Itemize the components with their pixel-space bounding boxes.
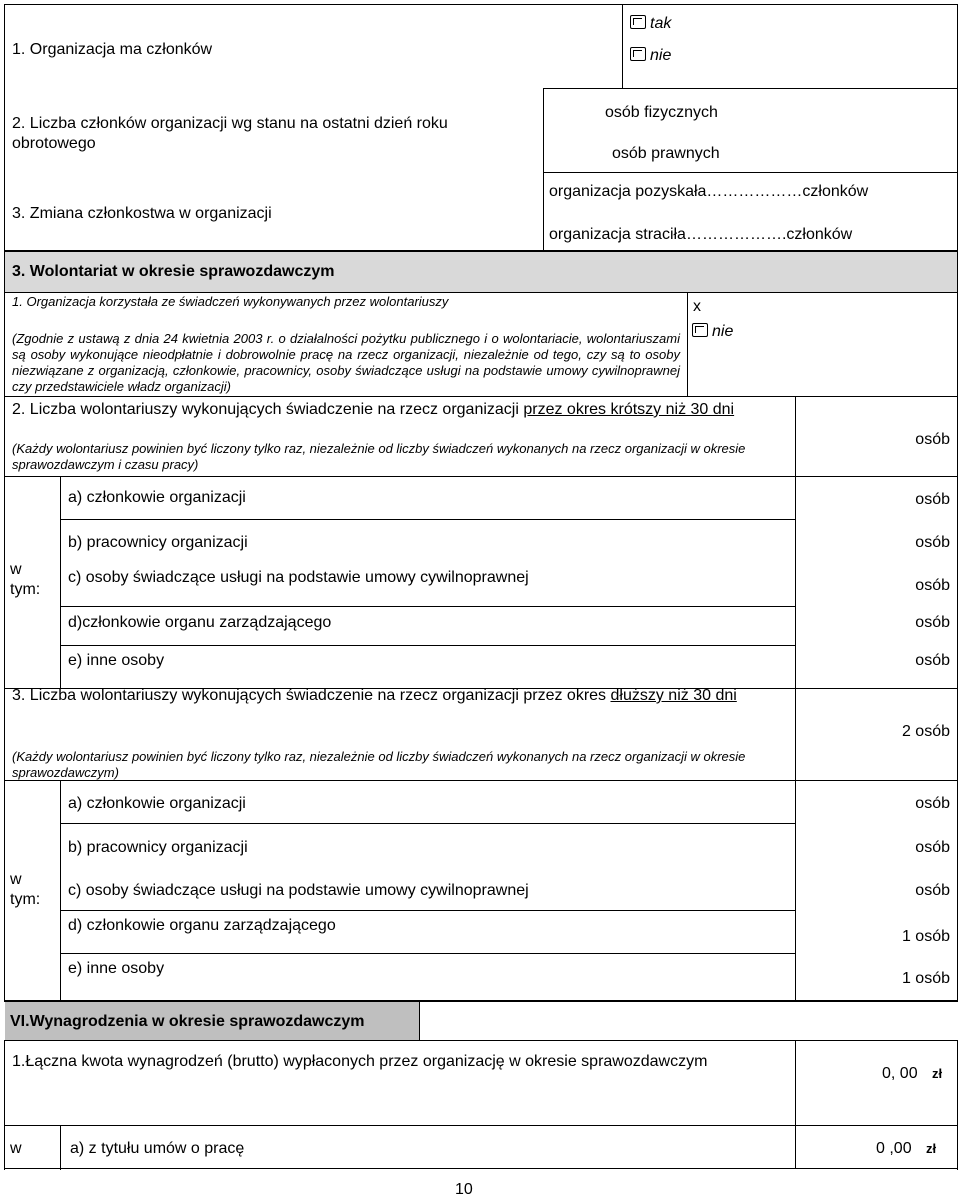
table-border bbox=[60, 910, 795, 911]
table-border bbox=[795, 396, 796, 476]
salaries-total-label: 1.Łączna kwota wynagrodzeń (brutto) wypłaconych przez organizację w okresie sprawozdawczym bbox=[12, 1053, 708, 1070]
table-border bbox=[4, 780, 958, 781]
section-title-volunteering: 3. Wolontariat w okresie sprawozdawczym bbox=[12, 263, 335, 280]
q2-row-label: c) osoby świadczące usługi na podstawie umowy cywilnoprawnej bbox=[68, 569, 529, 586]
q3-row-value: osób bbox=[915, 839, 950, 856]
q2-row-value: osób bbox=[915, 614, 950, 631]
q3-row-value: 1 osób bbox=[901, 928, 950, 945]
table-border bbox=[957, 1040, 958, 1170]
in-which-label: w tym: bbox=[10, 871, 41, 908]
members-gained-text: organizacja pozyskała………………członków bbox=[549, 183, 869, 200]
salaries-employment-label: a) z tytułu umów o pracę bbox=[70, 1140, 245, 1157]
volunteer-q3-note: (Każdy wolontariusz powinien być liczony tylko raz, niezależnie od liczby świadczeń wykonanych na rzecz organizacji w okresie sprawozdawczym) bbox=[12, 749, 746, 780]
volunteer-q3-total: 2 osób bbox=[901, 723, 950, 740]
volunteer-definition-note: (Zgodnie z ustawą z dnia 24 kwietnia 2003 r. o działalności pożytku publicznego i o wolontariacie, wolontariuszami są osoby wykonujące nieodpłatnie i dobrowolnie pracę na rzecz organizacji, niezależnie od tego, czy są to osoby niezwiązane z organizacją, członkowie, pracownicy, osoby świadczące usługi na podstawie umowy cywilnoprawnej czy przedstawiciele władz organizacji) bbox=[12, 331, 680, 394]
table-border bbox=[543, 88, 544, 250]
q3-row-label: b) pracownicy organizacji bbox=[68, 839, 248, 856]
q2-row-label: d)członkowie organu zarządzającego bbox=[68, 614, 332, 631]
in-which-label-short: w bbox=[10, 1140, 22, 1157]
volunteer-q2-label: 2. Liczba wolontariuszy wykonujących świadczenie na rzecz organizacji przez okres krótszy niż 30 dni bbox=[12, 401, 735, 418]
checkbox-icon bbox=[630, 47, 646, 61]
table-border bbox=[60, 606, 795, 607]
table-border bbox=[4, 1168, 958, 1169]
physical-persons-label: osób fizycznych bbox=[605, 104, 718, 121]
q2-row-label: e) inne osoby bbox=[68, 652, 165, 669]
q3-row-value: 1 osób bbox=[901, 970, 950, 987]
checkbox-icon bbox=[630, 15, 646, 29]
table-border bbox=[60, 476, 61, 688]
table-border bbox=[4, 396, 958, 397]
table-border bbox=[4, 1040, 958, 1041]
members-lost-text: organizacja straciła……………….członków bbox=[549, 226, 853, 243]
checkbox-icon bbox=[692, 323, 708, 337]
table-border bbox=[795, 476, 796, 688]
q2-row-value: osób bbox=[915, 652, 950, 669]
table-border bbox=[543, 172, 958, 173]
page-number: 10 bbox=[455, 1181, 473, 1198]
table-border bbox=[4, 292, 958, 293]
q1-members-label: 1. Organizacja ma członków bbox=[12, 41, 213, 58]
q3-row-label: d) członkowie organu zarządzającego bbox=[68, 917, 336, 934]
table-border bbox=[795, 1040, 796, 1168]
table-border bbox=[957, 250, 958, 1000]
table-border bbox=[4, 476, 958, 477]
table-border bbox=[795, 780, 796, 1000]
q3-row-value: osób bbox=[915, 882, 950, 899]
table-border bbox=[60, 953, 795, 954]
table-border bbox=[60, 823, 795, 824]
option-no[interactable]: nie bbox=[630, 46, 671, 66]
q2-row-value: osób bbox=[915, 534, 950, 551]
q3-membership-change-label: 3. Zmiana członkostwa w organizacji bbox=[12, 205, 272, 222]
q3-row-label: c) osoby świadczące usługi na podstawie umowy cywilnoprawnej bbox=[68, 882, 529, 899]
volunteer-q1-option-no[interactable]: nie bbox=[692, 322, 733, 342]
table-border bbox=[4, 1125, 958, 1126]
salaries-total-value: 0, 00 zł bbox=[882, 1065, 943, 1082]
in-which-label: w tym: bbox=[10, 561, 41, 598]
table-border bbox=[60, 645, 795, 646]
volunteer-q1-label: 1. Organizacja korzystała ze świadczeń wykonywanych przez wolontariuszy bbox=[12, 294, 449, 309]
table-border bbox=[4, 4, 958, 5]
table-border bbox=[4, 250, 5, 1000]
q3-row-label: e) inne osoby bbox=[68, 960, 165, 977]
table-border bbox=[687, 292, 688, 396]
volunteer-q3-label: 3. Liczba wolontariuszy wykonujących świadczenie na rzecz organizacji przez okres dłuższy niż 30 dni bbox=[12, 687, 737, 704]
table-border bbox=[60, 519, 795, 520]
q2-row-value: osób bbox=[915, 577, 950, 594]
table-border bbox=[622, 4, 623, 88]
volunteer-q1-mark[interactable]: x bbox=[693, 298, 701, 315]
table-border bbox=[4, 4, 5, 250]
table-border bbox=[795, 688, 796, 780]
table-border bbox=[60, 1125, 61, 1170]
q2-row-label: b) pracownicy organizacji bbox=[68, 534, 248, 551]
section-title-salaries: VI.Wynagrodzenia w okresie sprawozdawczym bbox=[10, 1013, 365, 1030]
q3-row-value: osób bbox=[915, 795, 950, 812]
table-border bbox=[60, 780, 61, 1000]
table-border bbox=[4, 1040, 5, 1170]
salaries-employment-value: 0 ,00 zł bbox=[876, 1140, 937, 1157]
option-yes[interactable]: tak bbox=[630, 14, 671, 34]
legal-persons-label: osób prawnych bbox=[612, 145, 720, 162]
q2-members-count-label: 2. Liczba członków organizacji wg stanu na ostatni dzień roku obrotowego bbox=[12, 115, 448, 152]
volunteer-q2-note: (Każdy wolontariusz powinien być liczony tylko raz, niezależnie od liczby świadczeń wykonanych na rzecz organizacji w okresie sprawozdawczym i czasu pracy) bbox=[12, 441, 746, 472]
q2-row-label: a) członkowie organizacji bbox=[68, 489, 246, 506]
volunteer-q2-total: osób bbox=[915, 431, 950, 448]
table-border bbox=[419, 1000, 420, 1040]
q2-row-value: osób bbox=[915, 491, 950, 508]
q3-row-label: a) członkowie organizacji bbox=[68, 795, 246, 812]
table-border bbox=[957, 4, 958, 250]
table-border bbox=[543, 88, 958, 89]
